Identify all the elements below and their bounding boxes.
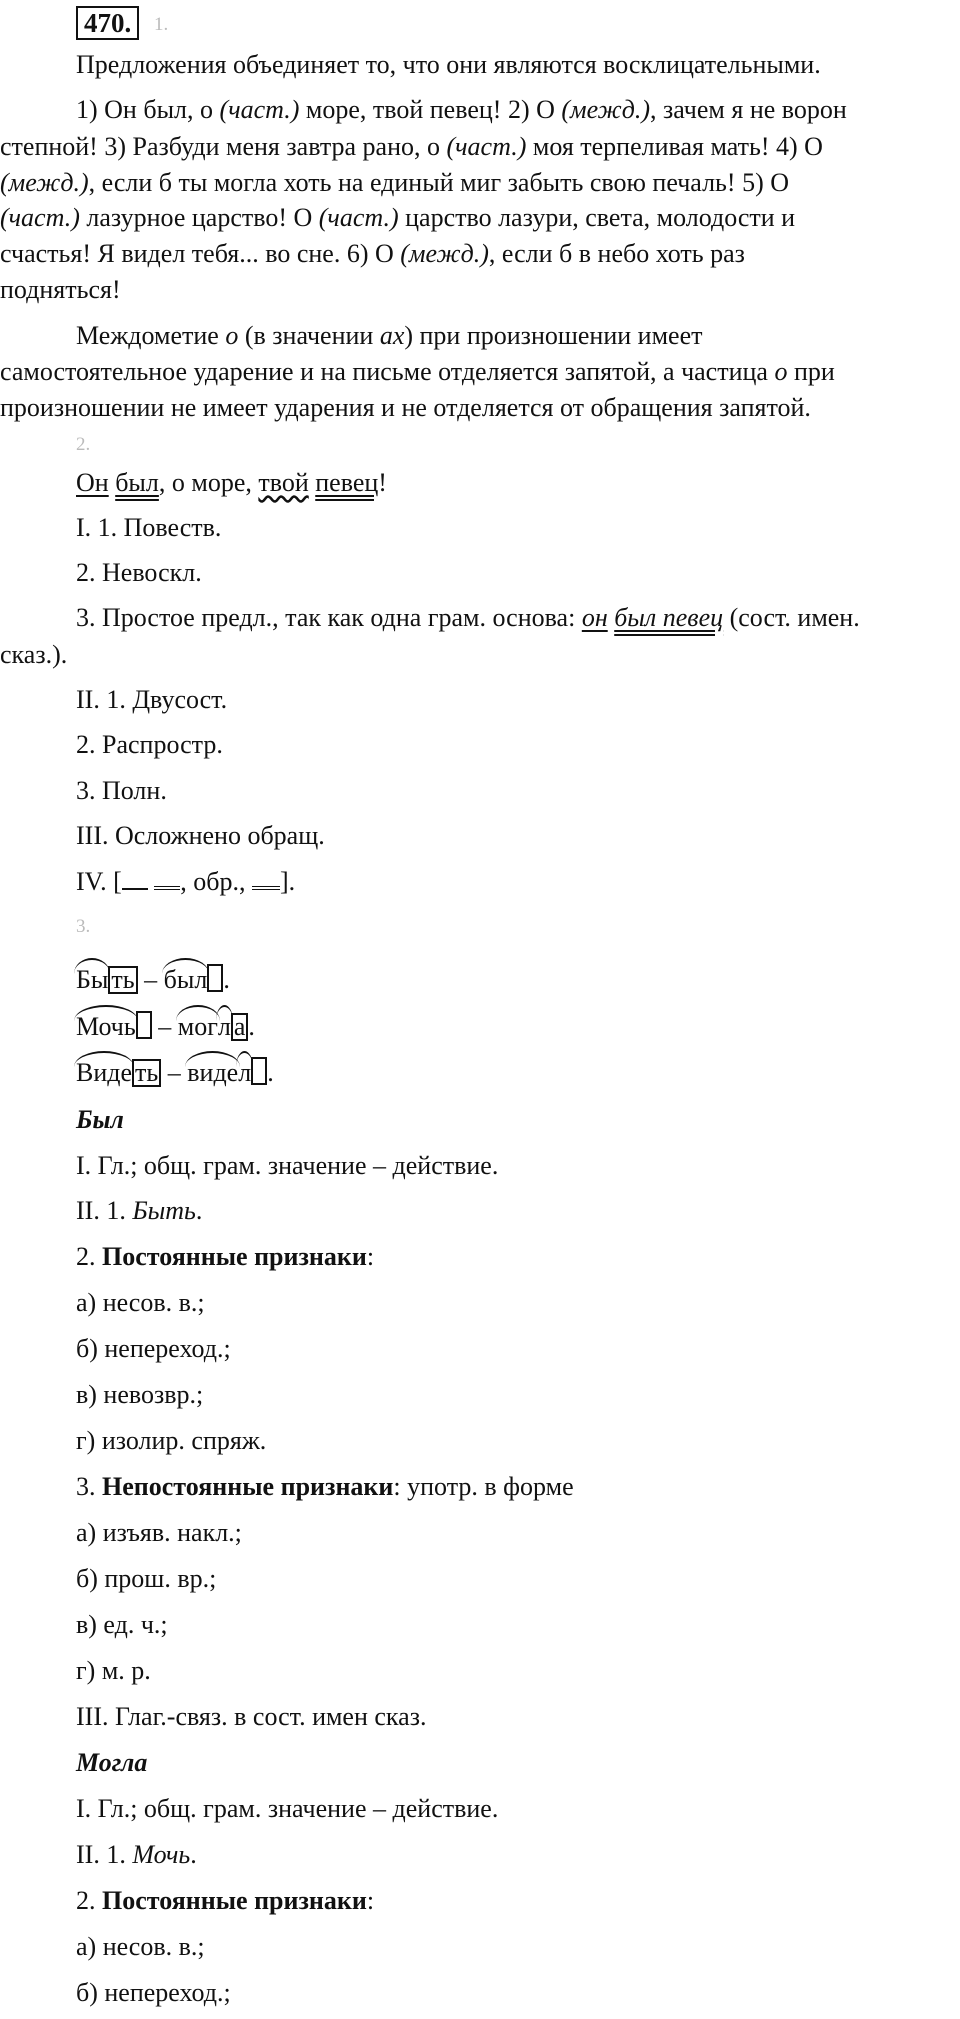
analysis-iii: III. Осложнено обращ. — [76, 821, 325, 850]
root-mark: был — [164, 962, 208, 998]
exercise-number: 470. — [76, 6, 139, 40]
ending-box: а — [231, 1013, 249, 1041]
root-mark: Мочь — [76, 1009, 136, 1045]
byl-ii2: 2. Постоянные признаки: — [76, 1242, 375, 1271]
sentences-line-5: счастья! Я видел тебя... во сне. 6) О (межд.), если б в небо хоть раз — [0, 239, 745, 268]
rule-line-1: Междометие о (в значении ах) при произношении имеет — [76, 321, 703, 350]
byl-a: а) несов. в.; — [76, 1288, 205, 1317]
byl-title: Был — [76, 1105, 124, 1134]
suffix-mark: л — [218, 1009, 231, 1045]
byl-ii1: II. 1. Быть. — [76, 1196, 203, 1225]
null-ending-box — [251, 1057, 267, 1085]
section-2-marker: 2. — [76, 434, 91, 455]
parsed-sentence: Он был, о море, твой певец! — [76, 468, 387, 497]
root-mark: мог — [178, 1009, 218, 1045]
analysis-i2: 2. Невоскл. — [76, 558, 202, 587]
suffix-mark: л — [238, 1055, 251, 1091]
rule-line-2: самостоятельное ударение и на письме отделяется запятой, а частица о при — [0, 357, 835, 386]
byl-ii3: 3. Непостоянные признаки: употр. в форме — [76, 1472, 574, 1501]
predicate-blank — [154, 866, 180, 890]
null-ending-box — [207, 964, 223, 992]
sentences-line-3: (межд.), если б ты могла хоть на единый миг забыть свою печаль! 5) О — [0, 168, 790, 197]
null-ending-box — [136, 1011, 152, 1039]
rule-line-3: произношении не имеет ударения и не отделяется от обращения запятой. — [0, 393, 811, 422]
subject-blank — [122, 868, 148, 890]
byl-i: I. Гл.; общ. грам. значение – действие. — [76, 1151, 499, 1180]
byl-v: в) невозвр.; — [76, 1380, 204, 1409]
mogla-b: б) непереход.; — [76, 1978, 231, 2007]
root-mark: виде — [187, 1055, 238, 1091]
root-mark: Виде — [76, 1055, 132, 1091]
analysis-ii2: 2. Распростр. — [76, 730, 223, 759]
mogla-a: а) несов. в.; — [76, 1932, 205, 1961]
sentences-line-1: 1) Он был, о (част.) море, твой певец! 2) О (межд.), зачем я не ворон — [76, 95, 847, 124]
section-1-marker: 1. — [154, 14, 169, 35]
mogla-ii2: 2. Постоянные признаки: — [76, 1886, 375, 1915]
ending-box: ть — [108, 966, 137, 994]
morpheme-word-2: Мочь – могл а . — [76, 1009, 960, 1045]
intro-text: Предложения объединяет то, что они являются восклицательными. — [76, 50, 821, 79]
sentences-line-6: подняться! — [0, 275, 121, 304]
mogla-title: Могла — [76, 1748, 148, 1777]
analysis-ii1: II. 1. Двусост. — [76, 685, 228, 714]
byl-b: б) непереход.; — [76, 1334, 231, 1363]
mogla-i: I. Гл.; общ. грам. значение – действие. — [76, 1794, 499, 1823]
byl-v2: в) ед. ч.; — [76, 1610, 168, 1639]
section-3-marker: 3. — [76, 916, 91, 937]
analysis-ii3: 3. Полн. — [76, 776, 167, 805]
sentences-line-4: (част.) лазурное царство! О (част.) царство лазури, света, молодости и — [0, 203, 796, 232]
ending-box: ть — [132, 1059, 161, 1087]
sentences-line-2: степной! 3) Разбуди меня завтра рано, о (част.) моя терпеливая мать! 4) О — [0, 132, 823, 161]
analysis-iv-scheme: IV. [ , обр., ]. — [76, 867, 296, 896]
morpheme-word-3: Виде ть – видел . — [76, 1055, 960, 1091]
mogla-ii1: II. 1. Мочь. — [76, 1840, 197, 1869]
byl-b2: б) прош. вр.; — [76, 1564, 217, 1593]
analysis-i3: 3. Простое предл., так как одна грам. основа: он был певец (сост. имен. — [76, 603, 860, 632]
byl-iii: III. Глаг.-связ. в сост. имен сказ. — [76, 1702, 427, 1731]
byl-g2: г) м. р. — [76, 1656, 151, 1685]
predicate-blank-2 — [252, 866, 280, 890]
root-mark: Бы — [76, 962, 108, 998]
morpheme-word-1: Бы ть – был . — [76, 962, 960, 998]
analysis-i3-cont: сказ.). — [0, 640, 68, 669]
byl-g: г) изолир. спряж. — [76, 1426, 267, 1455]
analysis-i1: I. 1. Повеств. — [76, 513, 222, 542]
byl-a2: а) изъяв. накл.; — [76, 1518, 242, 1547]
